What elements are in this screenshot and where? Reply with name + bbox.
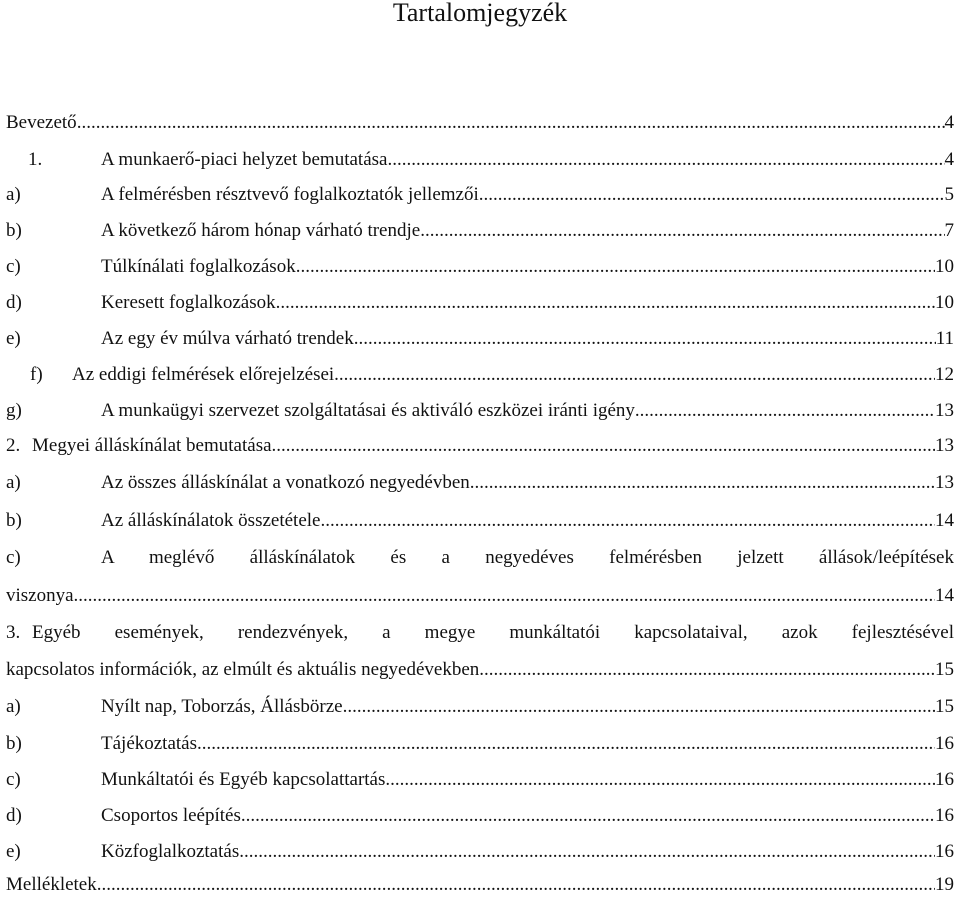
- toc-entry-number: 2.: [6, 435, 21, 456]
- dot-leader: [241, 801, 935, 831]
- toc-entry-page: 10: [935, 292, 954, 313]
- toc-entry-1b[interactable]: [6, 216, 954, 246]
- dot-leader: [343, 692, 935, 722]
- toc-entry-text: Közfoglalkoztatás: [101, 841, 240, 862]
- dot-leader: [387, 145, 944, 175]
- dot-leader: [77, 108, 945, 138]
- toc-entry-page: 14: [935, 585, 954, 606]
- page-title: Tartalomjegyzék: [392, 0, 568, 27]
- toc-entry-number: f): [30, 364, 43, 385]
- toc-entry-text: A következő három hónap várható trendje: [101, 220, 421, 241]
- toc-entry-1a[interactable]: [6, 180, 954, 210]
- toc-entry-1e[interactable]: [6, 324, 954, 354]
- toc-entry-text: Túlkínálati foglalkozások: [101, 256, 296, 277]
- toc-entry-text: Az egy év múlva várható trendek: [101, 328, 354, 349]
- dot-leader: [296, 252, 935, 282]
- toc-entry-text: Keresett foglalkozások: [101, 292, 276, 313]
- toc-entry-page: 5: [944, 184, 954, 205]
- toc-entry-page: 16: [935, 769, 954, 790]
- toc-entry-number: d): [6, 805, 22, 826]
- toc-entry-text: Megyei álláskínálat bemutatása: [32, 435, 272, 456]
- toc-entry-section-1[interactable]: [6, 145, 954, 175]
- dot-leader: [635, 396, 935, 426]
- toc-entry-3c[interactable]: [6, 765, 954, 795]
- toc-entry-text-line-2: viszonya: [6, 585, 74, 606]
- dot-leader: [385, 765, 935, 795]
- toc-entry-number: c): [6, 547, 21, 568]
- toc-entry-text: A felmérésben résztvevő foglalkoztatók jellemzői: [101, 184, 479, 205]
- toc-entry-1c[interactable]: [6, 252, 954, 282]
- toc-entry-2b[interactable]: [6, 506, 954, 536]
- toc-entry-page: 14: [935, 510, 954, 531]
- toc-entry-page: 16: [935, 841, 954, 862]
- toc-entry-page: 15: [935, 659, 954, 680]
- toc-entry-page: 4: [944, 112, 954, 133]
- toc-entry-text: Az eddigi felmérések előrejelzései: [72, 364, 335, 385]
- toc-entry-number: b): [6, 733, 22, 754]
- toc-entry-text: Munkáltatói és Egyéb kapcsolattartás: [101, 769, 386, 790]
- toc-entry-page: 4: [944, 149, 954, 170]
- toc-entry-text: Csoportos leépítés: [101, 805, 241, 826]
- toc-entry-number: a): [6, 472, 21, 493]
- toc-entry-text: Mellékletek: [6, 874, 97, 895]
- toc-entry-mellekletek[interactable]: [6, 870, 954, 900]
- toc-entry-number: e): [6, 328, 21, 349]
- toc-entry-page: 16: [935, 733, 954, 754]
- toc-entry-text: Tájékoztatás: [101, 733, 198, 754]
- toc-entry-number: d): [6, 292, 22, 313]
- toc-entry-page: 10: [935, 256, 954, 277]
- toc-entry-1f[interactable]: [30, 360, 954, 390]
- toc-entry-text: Bevezető: [6, 112, 77, 133]
- dot-leader: [272, 431, 935, 461]
- toc-entry-text: Az álláskínálatok összetétele: [101, 510, 321, 531]
- toc-entry-text-line-1: A meglévő álláskínálatok és a negyedéves felmérésben jelzett állások/leépítések: [101, 547, 954, 568]
- toc-entry-page: 13: [935, 472, 954, 493]
- toc-entry-number: b): [6, 220, 22, 241]
- toc-entry-number: a): [6, 184, 21, 205]
- toc-entry-page: 15: [935, 696, 954, 717]
- dot-leader: [239, 837, 935, 867]
- toc-entry-number: g): [6, 400, 22, 421]
- dot-leader: [197, 729, 935, 759]
- toc-entry-page: 16: [935, 805, 954, 826]
- toc-entry-text: Nyílt nap, Toborzás, Állásbörze: [101, 696, 343, 717]
- toc-entry-number: e): [6, 841, 21, 862]
- toc-entry-2c-continued[interactable]: [6, 581, 954, 611]
- toc-entry-page: 19: [935, 874, 954, 895]
- toc-entry-page: 12: [935, 364, 954, 385]
- dot-leader: [479, 655, 935, 685]
- toc-entry-3e[interactable]: [6, 837, 954, 867]
- toc-entry-section-2[interactable]: [6, 431, 954, 461]
- toc-entry-number: 1.: [28, 149, 43, 170]
- dot-leader: [420, 216, 944, 246]
- dot-leader: [276, 288, 935, 318]
- toc-entry-number: c): [6, 769, 21, 790]
- dot-leader: [479, 180, 945, 210]
- toc-entry-text: A munkaerő-piaci helyzet bemutatása: [101, 149, 388, 170]
- dot-leader: [74, 581, 935, 611]
- toc-entry-number: 3.: [6, 622, 21, 643]
- toc-entry-page: 13: [935, 400, 954, 421]
- toc-entry-page: 11: [935, 328, 954, 349]
- dot-leader: [320, 506, 935, 536]
- dot-leader: [97, 870, 935, 900]
- toc-entry-1d[interactable]: [6, 288, 954, 318]
- toc-entry-page: 7: [944, 220, 954, 241]
- toc-entry-section-3[interactable]: [6, 618, 954, 648]
- toc-entry-text: A munkaügyi szervezet szolgáltatásai és aktiváló eszközei iránti igény: [101, 400, 635, 421]
- dot-leader: [470, 468, 935, 498]
- dot-leader: [334, 360, 935, 390]
- toc-entry-page: 13: [935, 435, 954, 456]
- toc-entry-2a[interactable]: [6, 468, 954, 498]
- toc-entry-text-line-1: Egyéb események, rendezvények, a megye munkáltatói kapcsolataival, azok fejlesztésével: [32, 622, 954, 643]
- toc-entry-number: c): [6, 256, 21, 277]
- toc-entry-3a[interactable]: [6, 692, 954, 722]
- toc-entry-3d[interactable]: [6, 801, 954, 831]
- toc-entry-1g[interactable]: [6, 396, 954, 426]
- toc-entry-section-3-continued[interactable]: [6, 655, 954, 685]
- toc-entry-text: Az összes álláskínálat a vonatkozó negyedévben: [101, 472, 470, 493]
- toc-entry-bevezeto[interactable]: [6, 108, 954, 138]
- toc-entry-3b[interactable]: [6, 729, 954, 759]
- toc-entry-number: b): [6, 510, 22, 531]
- toc-entry-2c[interactable]: [6, 543, 954, 573]
- dot-leader: [354, 324, 936, 354]
- toc-entry-text-line-2: kapcsolatos információk, az elmúlt és aktuális negyedévekben: [6, 659, 480, 680]
- toc-entry-number: a): [6, 696, 21, 717]
